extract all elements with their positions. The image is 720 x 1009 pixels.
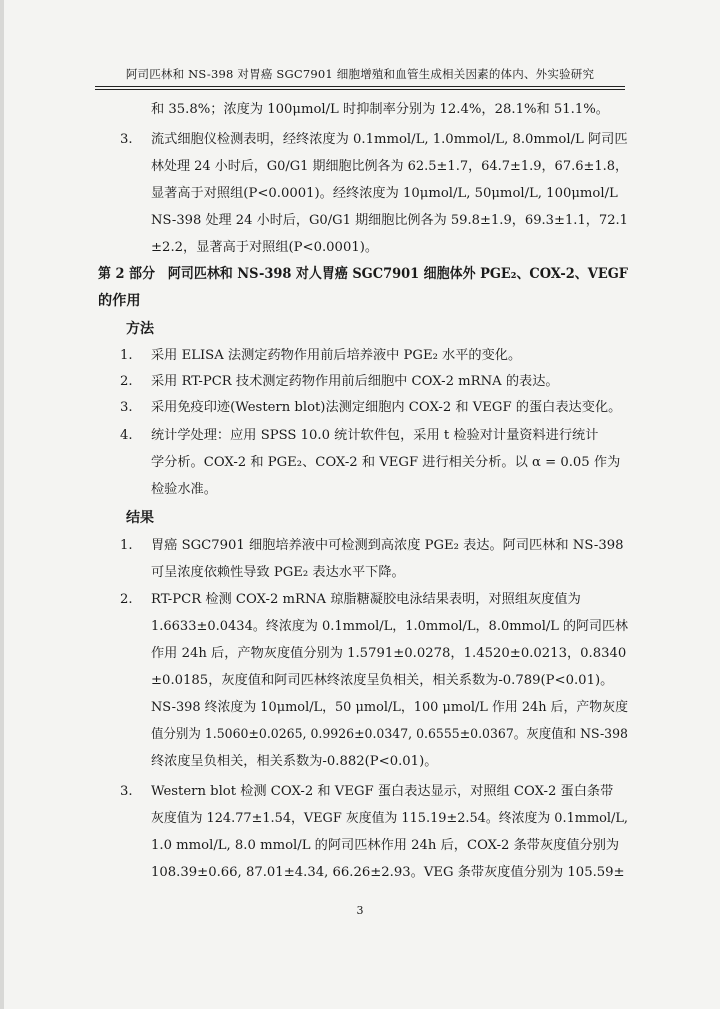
list-number: 2. <box>120 374 133 389</box>
running-header: 阿司匹林和 NS-398 对胃癌 SGC7901 细胞增殖和血管生成相关因素的体内、外实验研究 <box>125 67 595 81</box>
page-number: 3 <box>356 904 364 917</box>
list-item-line: 统计学处理：应用 SPSS 10.0 统计软件包，采用 t 检验对计量资料进行统计 <box>151 428 599 443</box>
list-item-line: 采用免疫印迹(Western blot)法测定细胞内 COX-2 和 VEGF 的蛋白表达变化。 <box>151 400 622 415</box>
results-heading: 结果 <box>126 510 154 526</box>
list-item-line: NS-398 终浓度为 10μmol/L，50 μmol/L，100 μmol/L 作用 24h 后，产物灰度 <box>151 700 628 715</box>
header-rule-thick <box>95 86 625 87</box>
list-item-line: 作用 24h 后，产物灰度值分别为 1.5791±0.0278，1.4520±0.0213，0.8340 <box>151 646 627 661</box>
list-item-line: 胃癌 SGC7901 细胞培养液中可检测到高浓度 PGE₂ 表达。阿司匹林和 NS-398 <box>151 538 624 553</box>
list-item-line: NS-398 处理 24 小时后，G0/G1 期细胞比例各为 59.8±1.9，69.3±1.1，72.1 <box>151 213 629 228</box>
list-item-line: 108.39±0.66, 87.01±4.34, 66.26±2.93。VEG 条带灰度值分别为 105.59± <box>151 865 625 880</box>
list-item-line: 检验水准。 <box>151 482 217 497</box>
list-item-line: 灰度值为 124.77±1.54，VEGF 灰度值为 115.19±2.54。终浓度为 0.1mmol/L, <box>151 811 628 826</box>
list-item-line: RT-PCR 检测 COX-2 mRNA 琼脂糖凝胶电泳结果表明，对照组灰度值为 <box>151 592 581 607</box>
list-item-line: 流式细胞仪检测表明，经终浓度为 0.1mmol/L, 1.0mmol/L, 8.0mmol/L 阿司匹 <box>151 132 628 147</box>
methods-heading: 方法 <box>126 321 154 337</box>
list-item-line: 1.6633±0.0434。终浓度为 0.1mmol/L，1.0mmol/L，8.0mmol/L 的阿司匹林 <box>151 619 628 634</box>
list-number: 2. <box>120 592 133 607</box>
list-item-line: 林处理 24 小时后，G0/G1 期细胞比例各为 62.5±1.7，64.7±1.9，67.6±1.8， <box>151 159 629 174</box>
list-number: 1. <box>120 538 133 553</box>
list-number: 3. <box>120 132 133 147</box>
list-number: 1. <box>120 348 133 363</box>
header-rule-thin <box>95 89 625 90</box>
list-item-line: 采用 ELISA 法测定药物作用前后培养液中 PGE₂ 水平的变化。 <box>151 348 522 363</box>
scan-edge <box>0 0 4 1009</box>
list-item-line: ±0.0185，灰度值和阿司匹林终浓度呈负相关，相关系数为-0.789(P<0.01)。 <box>151 673 614 688</box>
list-item-line: 学分析。COX-2 和 PGE₂、COX-2 和 VEGF 进行相关分析。以 α = 0.05 作为 <box>151 455 621 470</box>
list-item-line: 采用 RT-PCR 技术测定药物作用前后细胞中 COX-2 mRNA 的表达。 <box>151 374 559 389</box>
list-number: 3. <box>120 400 133 415</box>
list-item-line: 终浓度呈负相关，相关系数为-0.882(P<0.01)。 <box>151 754 438 769</box>
list-number: 3. <box>120 784 133 799</box>
list-item-line: 显著高于对照组(P<0.0001)。经终浓度为 10μmol/L, 50μmol/L, 100μmol/L <box>151 186 618 201</box>
section-title: 第 2 部分 阿司匹林和 NS-398 对人胃癌 SGC7901 细胞体外 PGE₂、COX-2、VEGF <box>98 266 629 282</box>
section-title-continued: 的作用 <box>98 293 141 309</box>
list-item-line: ±2.2，显著高于对照组(P<0.0001)。 <box>151 240 379 255</box>
list-item-line: 1.0 mmol/L, 8.0 mmol/L 的阿司匹林作用 24h 后，COX-2 条带灰度值分别为 <box>151 838 620 853</box>
list-item-line: Western blot 检测 COX-2 和 VEGF 蛋白表达显示，对照组 COX-2 蛋白条带 <box>151 784 614 799</box>
list-item-line: 可呈浓度依赖性导致 PGE₂ 表达水平下降。 <box>151 565 405 580</box>
list-item-line: 值分别为 1.5060±0.0265, 0.9926±0.0347, 0.6555±0.0367。灰度值和 NS-398 <box>151 727 628 742</box>
paragraph-continuation: 和 35.8%；浓度为 100μmol/L 时抑制率分别为 12.4%，28.1%和 51.1%。 <box>151 102 609 117</box>
list-number: 4. <box>120 428 133 443</box>
